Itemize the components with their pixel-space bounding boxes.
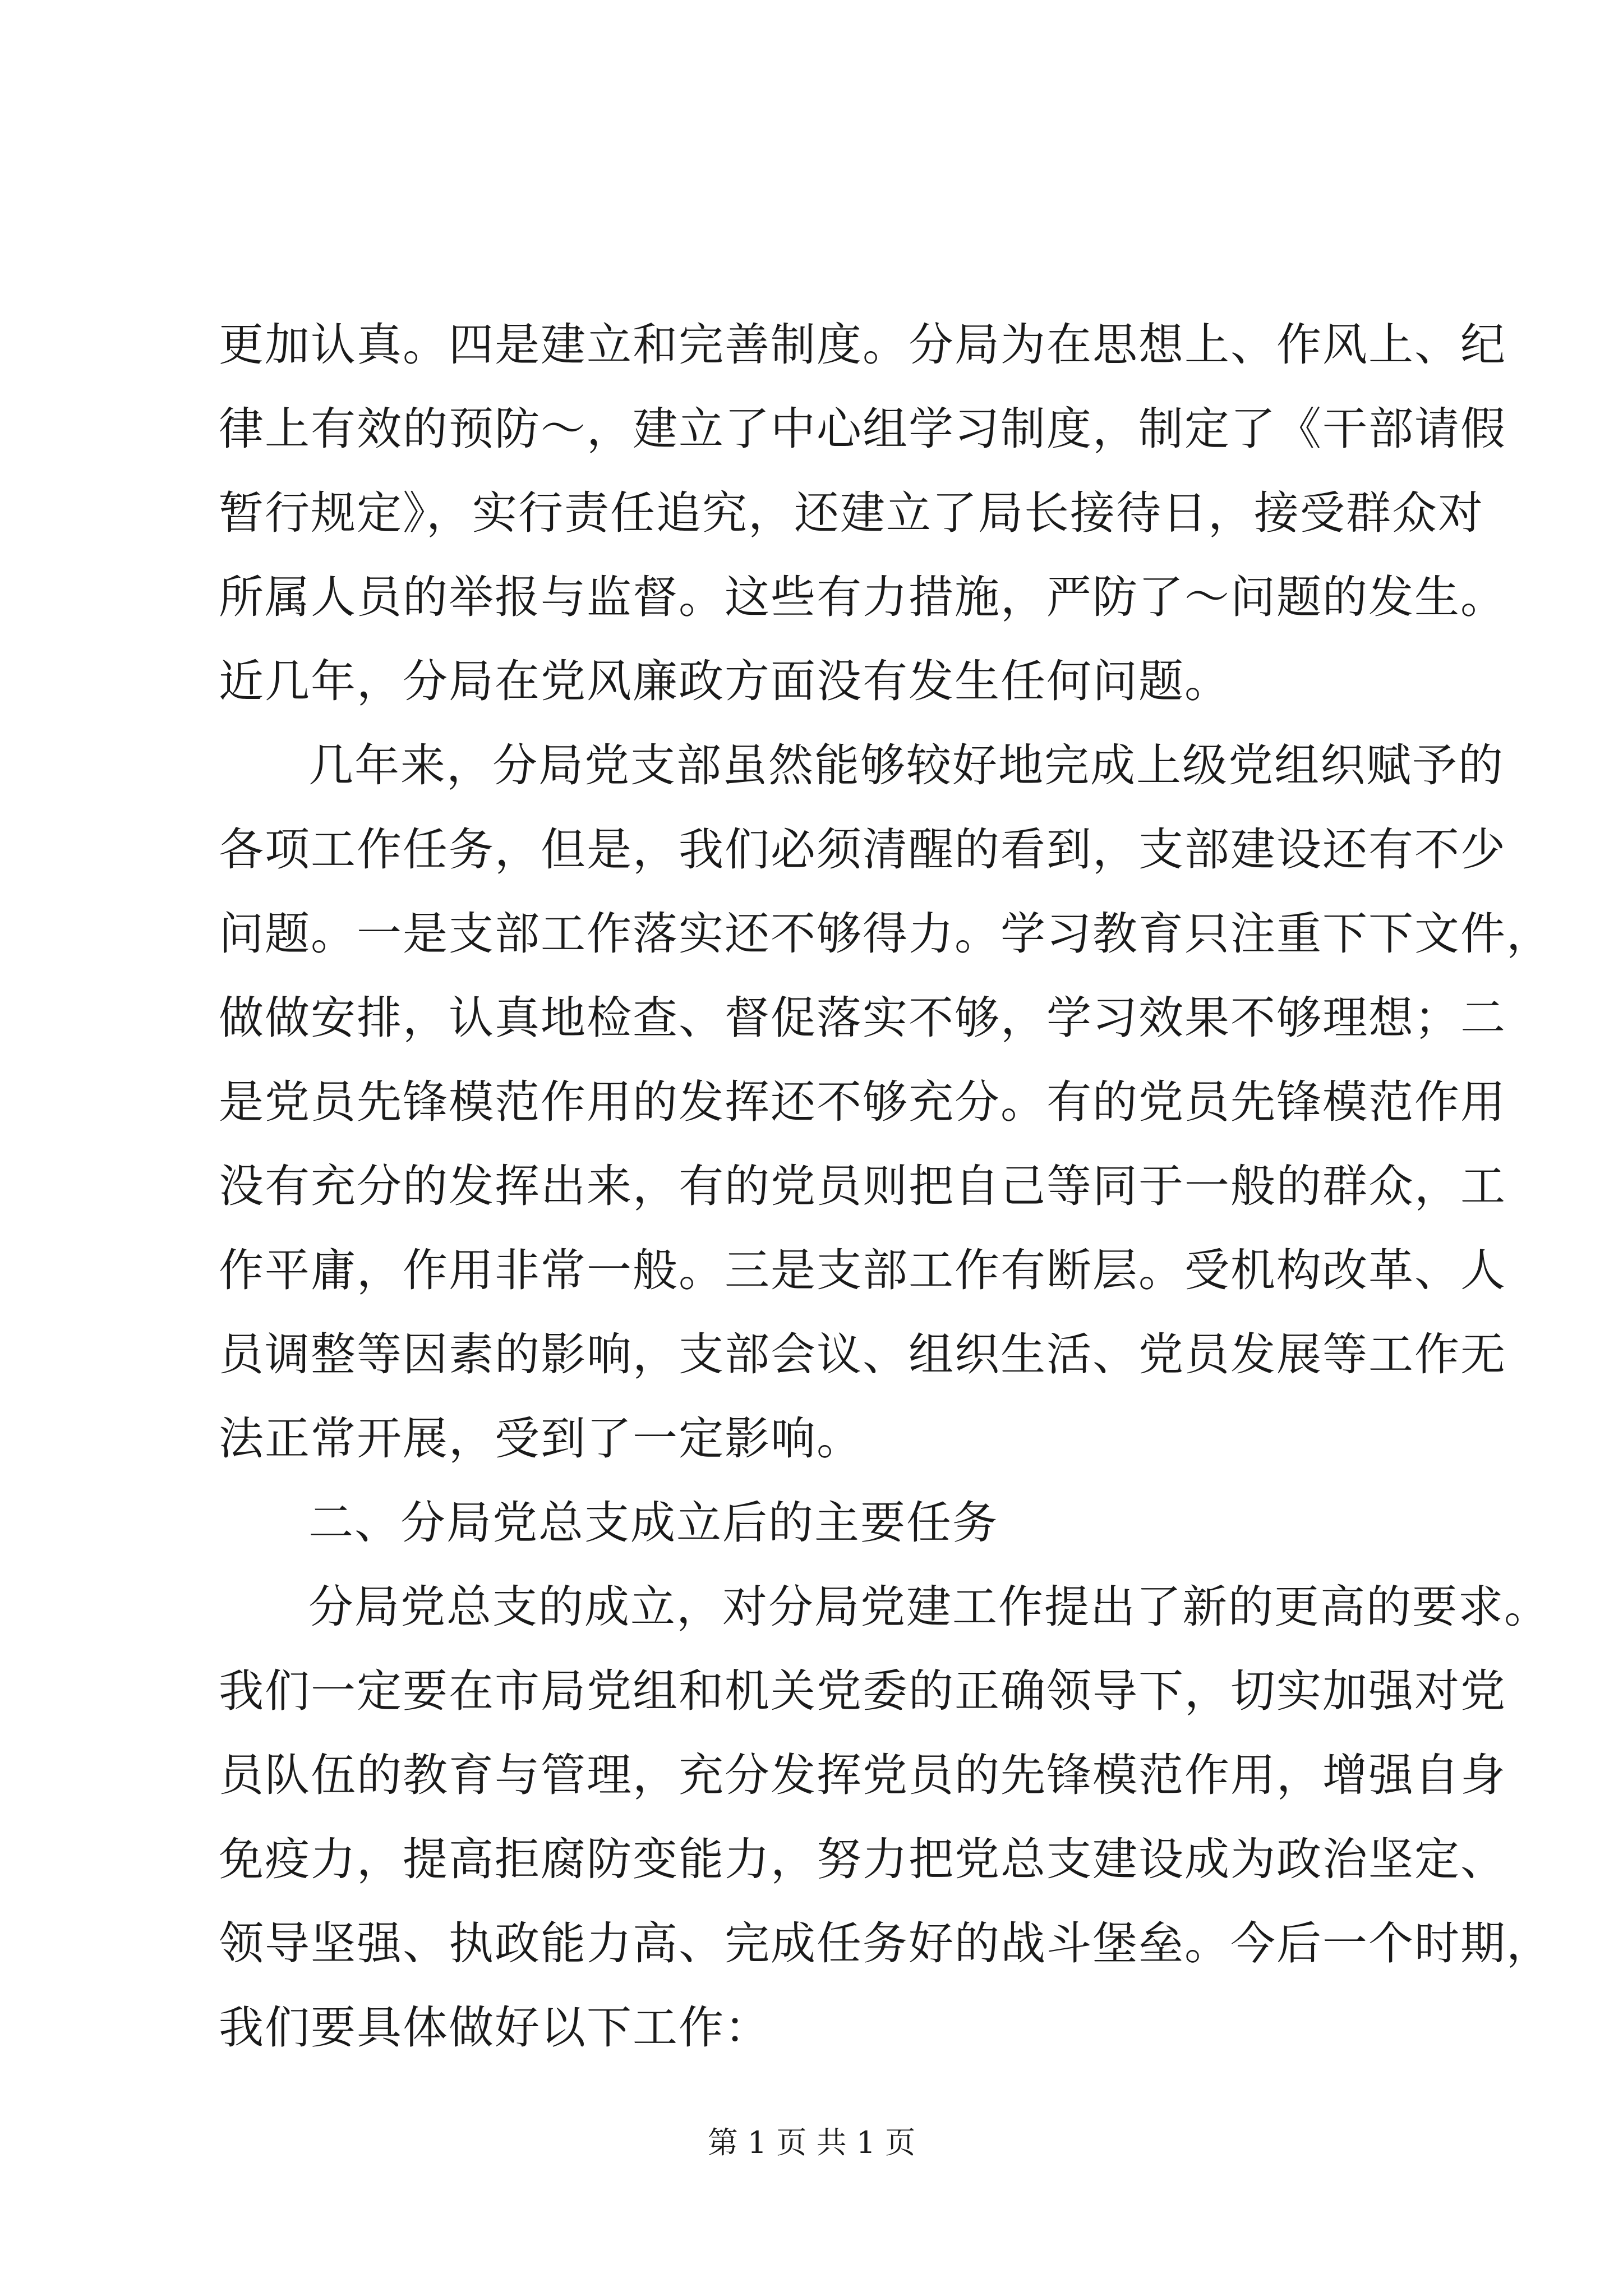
text-line: 我们要具体做好以下工作：: [219, 2001, 771, 2054]
text-line: 领导坚强、执政能力高、完成任务好的战斗堡垒。今后一个时期，: [219, 1917, 1552, 1970]
text-line: 暂行规定》，实行责任追究，还建立了局长接待日，接受群众对: [219, 487, 1484, 539]
section-heading-text: 二、分局党总支成立后的主要任务: [308, 1497, 998, 1549]
document-body: [219, 303, 1552, 2070]
paragraph-problems: [219, 724, 1552, 1481]
section-heading: [219, 1481, 1424, 1565]
text-line: 近几年，分局在党风廉政方面没有发生任何问题。: [219, 655, 1230, 707]
text-line: 法正常开展，受到了一定影响。: [219, 1412, 863, 1465]
text-line: 我们一定要在市局党组和机关党委的正确领导下，切实加强对党: [219, 1665, 1506, 1717]
text-line: 律上有效的预防～，建立了中心组学习制度，制定了《干部请假: [219, 403, 1506, 455]
text-line: 是党员先锋模范作用的发挥还不够充分。有的党员先锋模范作用: [219, 1076, 1506, 1128]
text-line: 问题。一是支部工作落实还不够得力。学习教育只注重下下文件，: [219, 908, 1552, 960]
text-line: 更加认真。四是建立和完善制度。分局为在思想上、作风上、纪: [219, 319, 1506, 371]
paragraph-continued: [219, 303, 1506, 724]
text-line: 各项工作任务，但是，我们必须清醒的看到，支部建设还有不少: [219, 823, 1506, 876]
page-number: 第 1 页 共 1 页: [707, 2125, 916, 2160]
text-line: 几年来，分局党支部虽然能够较好地完成上级党组织赋予的: [308, 739, 1504, 792]
text-line: 员调整等因素的影响，支部会议、组织生活、党员发展等工作无: [219, 1328, 1506, 1381]
text-line: 作平庸，作用非常一般。三是支部工作有断层。受机构改革、人: [219, 1244, 1506, 1296]
text-line: 员队伍的教育与管理，充分发挥党员的先锋模范作用，增强自身: [219, 1749, 1506, 1801]
text-line: 免疫力，提高拒腐防变能力，努力把党总支建设成为政治坚定、: [219, 1833, 1506, 1885]
text-line: 分局党总支的成立，对分局党建工作提出了新的更高的要求。: [308, 1581, 1550, 1633]
text-line: 做做安排，认真地检查、督促落实不够，学习效果不够理想；二: [219, 992, 1506, 1044]
text-line: 所属人员的举报与监督。这些有力措施，严防了～问题的发生。: [219, 571, 1506, 623]
paragraph-tasks: [219, 1565, 1552, 2070]
text-line: 没有充分的发挥出来，有的党员则把自己等同于一般的群众，工: [219, 1160, 1506, 1212]
